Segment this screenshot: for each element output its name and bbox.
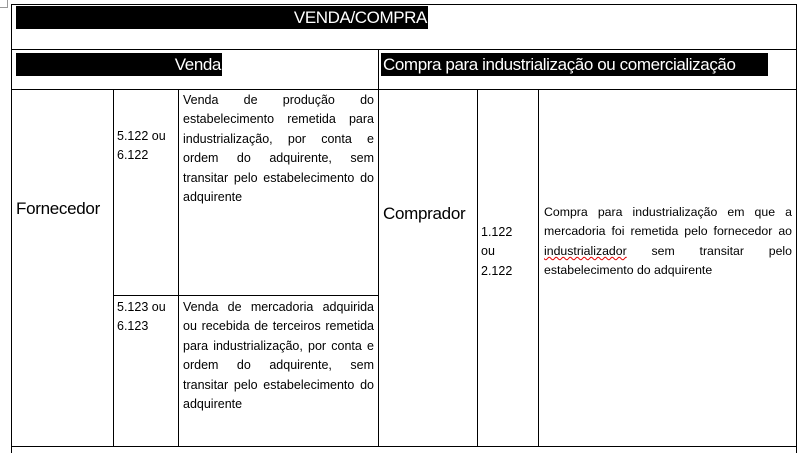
comprador-label: Comprador <box>383 204 466 223</box>
fornecedor-label: Fornecedor <box>16 199 100 218</box>
fornecedor-desc-2: Venda de mercadoria adquirida ou recebida de terceiros remetida para industrialização, por conta e ordem do adquirente, sem transitar pelo estabelecimento do adquirente <box>183 300 374 412</box>
comprador-desc <box>544 203 792 281</box>
header-compra: Compra para industrialização ou comercialização <box>381 53 768 76</box>
spellcheck-flagged-word[interactable]: industrializador <box>544 243 627 258</box>
fornecedor-code-2: 5.123 ou 6.123 <box>117 300 166 334</box>
comprador-desc-start: Compra para industrialização em que a mercadoria foi remetida pelo fornecedor ao <box>544 205 792 239</box>
comprador-code: 1.122 ou 2.122 <box>481 225 513 278</box>
fornecedor-desc-1: Venda de produção do estabelecimento remetida para industrialização, por conta e ordem do adquirente, sem transitar pelo estabelecimento do adquirente <box>183 93 374 205</box>
comprador-desc-end: sem transitar pelo estabelecimento do adquirente <box>544 243 792 278</box>
header-venda: Venda <box>16 53 222 76</box>
page-corner-mark <box>0 0 8 8</box>
table-title: VENDA/COMPRA <box>16 6 428 29</box>
fornecedor-code-1: 5.122 ou 6.122 <box>117 129 166 163</box>
